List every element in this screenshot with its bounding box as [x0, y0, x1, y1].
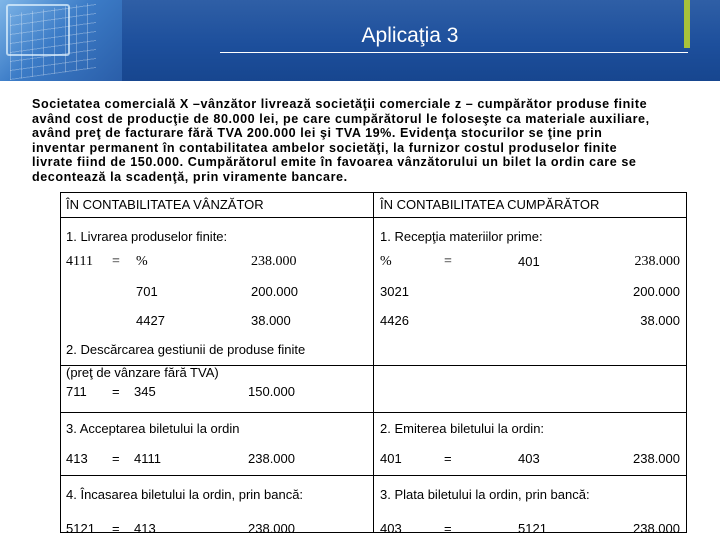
seller-header-cell — [61, 193, 374, 218]
buyer-op2-cell — [374, 413, 687, 476]
buyer-empty-cell — [374, 366, 687, 413]
seller-op3-cell — [61, 413, 374, 476]
intro-line: având cost de producţie de 80.000 lei, pe care cumpărătorul le foloseşte ca materiale auxiliare, — [32, 111, 650, 126]
accounting-table — [60, 192, 687, 536]
intro-line: decontează la scadenţă, prin viramente bancare. — [32, 169, 348, 184]
seller-op4-title: 4. Încasarea biletului la ordin, prin bancă: — [66, 487, 304, 502]
buyer-header-cell — [374, 193, 687, 218]
seller-op1-credit-account: 4427 — [136, 313, 165, 328]
seller-op4-eq: = — [112, 521, 120, 536]
seller-op3-title: 3. Acceptarea biletului la ordin — [66, 421, 240, 436]
seller-op1-pct: % — [136, 254, 148, 269]
seller-op1-credit-amount: 38.000 — [251, 313, 291, 328]
problem-statement — [32, 97, 712, 185]
buyer-op2-debit: 401 — [380, 451, 402, 466]
seller-op1-total: 238.000 — [251, 254, 297, 269]
seller-op4-debit: 5121 — [66, 521, 95, 536]
seller-op1-cell — [61, 218, 374, 366]
buyer-op3-cell — [374, 476, 687, 536]
seller-op2-debit: 711 — [66, 384, 87, 399]
buyer-op3-eq: = — [444, 521, 452, 536]
intro-line: inventar permanent în contabilitatea ambelor societăţi, la furnizor costul produselor finite — [32, 140, 618, 155]
buyer-op2-credit: 403 — [518, 451, 540, 466]
intro-line: având preţ de facturare fără TVA 200.000 lei şi TVA 19%. Evidenţa stocurilor se ţine prin — [32, 126, 603, 141]
buyer-op3-debit: 403 — [380, 521, 402, 536]
buyer-op1-debit-amount: 38.000 — [640, 313, 680, 328]
seller-op3-amount: 238.000 — [248, 451, 295, 466]
buyer-op3-title: 3. Plata biletului la ordin, prin bancă: — [380, 487, 590, 502]
buyer-op2-eq: = — [444, 451, 452, 466]
seller-op3-credit: 4111 — [134, 451, 161, 466]
accent-bar — [684, 0, 690, 48]
buyer-op1-debit-account: 3021 — [380, 284, 409, 299]
intro-line: livrate fiind de 150.000. Cumpărătorul emite în favoarea vânzătorului un bilet la ordin care se — [32, 155, 637, 170]
seller-op2-amount: 150.000 — [248, 384, 295, 399]
seller-op1-debit: 4111 — [66, 254, 93, 269]
buyer-op1-cell — [374, 218, 687, 366]
buyer-op1-eq: = — [444, 254, 452, 269]
buyer-op1-debit-account: 4426 — [380, 313, 409, 328]
seller-op2-credit: 345 — [134, 384, 156, 399]
seller-op1-eq: = — [112, 254, 120, 269]
seller-op1-credit-amount: 200.000 — [251, 284, 298, 299]
buyer-op1-title: 1. Recepţia materiilor prime: — [380, 229, 543, 244]
buyer-op2-title: 2. Emiterea biletului la ordin: — [380, 421, 545, 436]
buyer-op3-amount: 238.000 — [633, 521, 680, 536]
seller-op3-debit: 413 — [66, 451, 88, 466]
seller-op4-amount: 238.000 — [248, 521, 295, 536]
seller-op4-cell — [61, 476, 374, 536]
seller-op2-subtitle: (preţ de vânzare fără TVA) — [66, 365, 219, 380]
intro-line: Societatea comercială X –vânzător livrează societăţii comerciale z – cumpărător produse finite — [32, 97, 648, 111]
seller-op1-title: 1. Livrarea produselor finite: — [66, 229, 228, 244]
title-underline — [220, 52, 688, 53]
monitor-logo-icon — [0, 0, 122, 81]
seller-op1-credit-account: 701 — [136, 284, 158, 299]
buyer-op2-amount: 238.000 — [633, 451, 680, 466]
seller-op2-eq: = — [112, 384, 120, 399]
buyer-op3-credit: 5121 — [518, 521, 547, 536]
seller-op2-title: 2. Descărcarea gestiunii de produse finite — [66, 342, 306, 357]
buyer-op1-debit-amount: 200.000 — [633, 284, 680, 299]
seller-op4-credit: 413 — [134, 521, 156, 536]
buyer-header: ÎN CONTABILITATEA CUMPĂRĂTOR — [380, 197, 600, 212]
buyer-op1-credit: 401 — [518, 254, 540, 269]
seller-header: ÎN CONTABILITATEA VÂNZĂTOR — [66, 197, 264, 212]
buyer-op1-total: 238.000 — [634, 254, 680, 269]
seller-op3-eq: = — [112, 451, 120, 466]
buyer-op1-pct: % — [380, 254, 392, 269]
seller-op2-cell — [61, 366, 374, 413]
slide-header — [0, 0, 720, 81]
slide-title: Aplicaţia 3 — [361, 24, 459, 47]
